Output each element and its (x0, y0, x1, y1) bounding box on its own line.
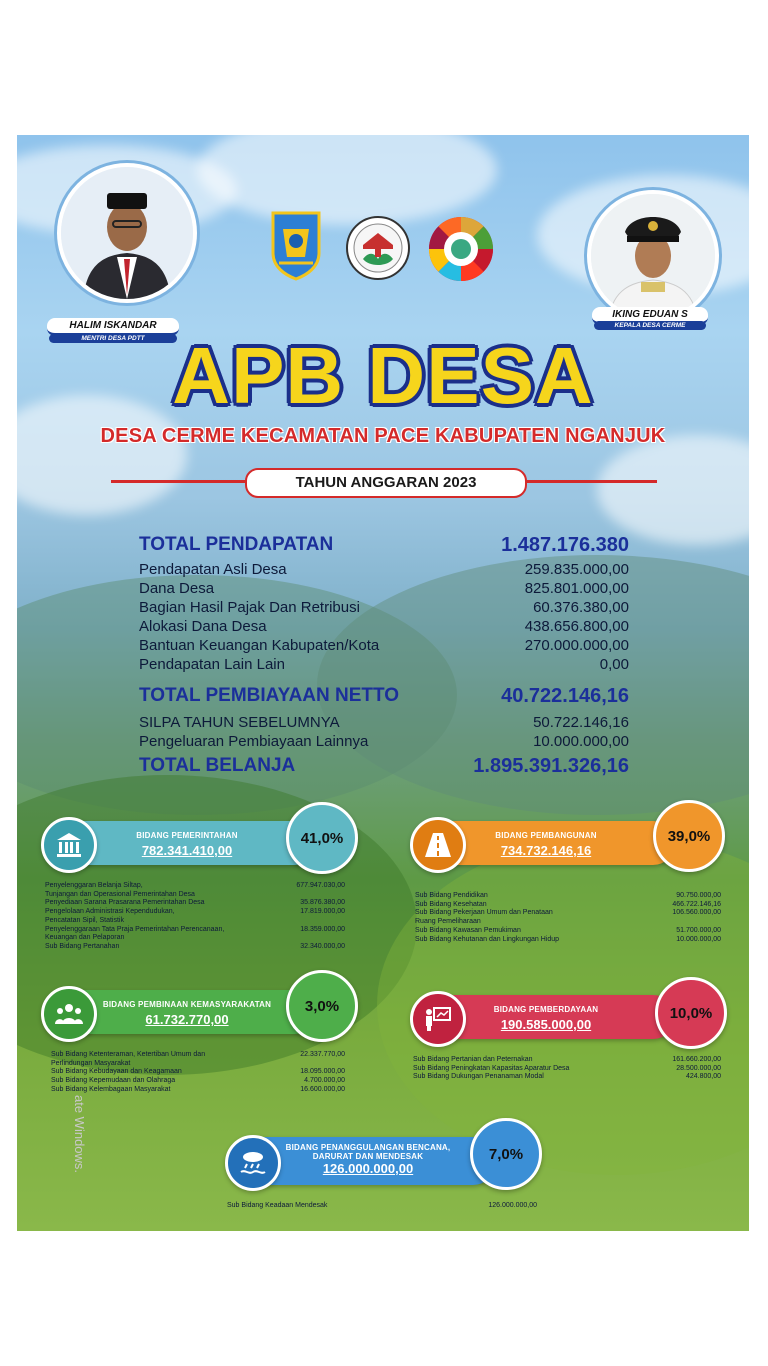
road-icon (410, 817, 466, 873)
pembiayaan-row (139, 732, 629, 751)
pendapatan-row (139, 579, 629, 598)
sub-bidang-label: Sub Bidang Kehutanan dan Lingkungan Hidup (415, 935, 560, 943)
bidang-bencana-subitems (227, 1202, 537, 1214)
nganjuk-emblem-logo (269, 209, 323, 281)
sub-bidang-row (45, 934, 345, 943)
total-belanja-label: TOTAL BELANJA (139, 755, 296, 776)
bidang-pembangunan-value: 734.732.146,16 (500, 843, 592, 858)
official-right-portrait (587, 190, 719, 322)
sub-bidang-label: Sub Bidang Ketenteraman, Ketertiban Umum dan (51, 1051, 206, 1058)
sub-bidang-value: 677.947.030,00 (296, 882, 345, 889)
pendapatan-row (139, 598, 629, 617)
bidang-pembangunan-percent: 39,0% (653, 800, 725, 872)
sub-bidang-value: 466.722.146,16 (672, 900, 721, 908)
tahun-anggaran-badge: TAHUN ANGGARAN 2023 (245, 468, 527, 498)
pembiayaan-value: 50.722.146,16 (533, 714, 629, 731)
bidang-pemerintahan-title: BIDANG PEMERINTAHAN (136, 831, 238, 840)
sub-bidang-row (45, 926, 345, 935)
sub-bidang-label: Sub Bidang Pertanahan (45, 942, 120, 950)
bidang-bencana-percent: 7,0% (470, 1118, 542, 1190)
official-left-portrait (57, 163, 197, 303)
sub-bidang-label: Penyelenggaran Belanja Siltap, (45, 882, 143, 889)
bidang-pemberdayaan-subitems (413, 1056, 721, 1086)
sub-bidang-value: 4.700.000,00 (304, 1077, 345, 1085)
sub-bidang-value: 18.359.000,00 (300, 925, 345, 933)
sub-bidang-row (415, 927, 721, 936)
official-right-role: KEPALA DESA CERME (594, 321, 706, 330)
sub-bidang-label: Sub Bidang Dukungan Penanaman Modal (413, 1073, 544, 1081)
official-right-name: IKING EDUAN S (592, 307, 708, 325)
sub-bidang-value: 17.819.000,00 (300, 908, 345, 916)
page-title: APB DESA (172, 331, 594, 420)
sub-bidang-value: 22.337.770,00 (300, 1051, 345, 1058)
cloud (597, 435, 749, 545)
sub-bidang-label: Sub Bidang Pertanian dan Peternakan (413, 1056, 533, 1063)
sub-bidang-label: Penyelenggaraan Tata Praja Pemerintahan Perencanaan, (45, 925, 225, 933)
cloud (197, 135, 497, 225)
sub-bidang-row (415, 901, 721, 910)
sub-bidang-row (45, 882, 345, 891)
sub-bidang-value: 90.750.000,00 (676, 892, 721, 899)
pendapatan-label: Pendapatan Asli Desa (139, 561, 287, 578)
sub-bidang-label: Sub Bidang Kelembagaan Masyarakat (51, 1085, 171, 1093)
sub-bidang-row (415, 936, 721, 945)
sub-bidang-value: 161.660.200,00 (672, 1056, 721, 1063)
sub-bidang-value: 51.700.000,00 (676, 926, 721, 934)
pendapatan-value: 60.376.380,00 (533, 599, 629, 616)
pendapatan-value: 270.000.000,00 (524, 637, 629, 654)
total-pembiayaan-row (139, 684, 629, 708)
sub-bidang-label: Keuangan dan Pelaporan (45, 934, 125, 942)
sub-bidang-row (415, 918, 721, 927)
bidang-pembangunan-subitems (415, 892, 721, 952)
pendapatan-label: Dana Desa (139, 580, 215, 597)
bidang-pemberdayaan-title: BIDANG PEMBERDAYAAN (493, 1005, 599, 1014)
sub-bidang-row (45, 891, 345, 900)
sub-bidang-row (45, 917, 345, 926)
sub-bidang-value: 126.000.000,00 (488, 1202, 537, 1209)
sub-bidang-row (413, 1065, 721, 1074)
sub-bidang-row (51, 1086, 345, 1095)
sub-bidang-label: Sub Bidang Keadaan Mendesak (227, 1202, 328, 1209)
sub-bidang-row (51, 1068, 345, 1077)
community-people-icon (41, 986, 97, 1042)
sub-bidang-label: Perlindungan Masyarakat (51, 1059, 131, 1067)
poster (17, 135, 749, 1231)
sub-bidang-label: Sub Bidang Pendidikan (415, 892, 488, 899)
bidang-pembinaan-title: BIDANG PEMBINAAN KEMASYARAKATAN (102, 1000, 272, 1009)
sub-bidang-row (413, 1073, 721, 1082)
presentation-board-icon (410, 991, 466, 1047)
sub-bidang-row (51, 1051, 345, 1060)
sub-bidang-row (45, 899, 345, 908)
sub-bidang-value: 10.000.000,00 (676, 935, 721, 943)
pendapatan-label: Bagian Hasil Pajak Dan Retribusi (139, 599, 360, 616)
pendapatan-value: 825.801.000,00 (524, 580, 629, 597)
sub-bidang-label: Pencatatan Sipil, Statistik (45, 916, 124, 924)
sub-bidang-row (51, 1077, 345, 1086)
official-left-name: HALIM ISKANDAR (47, 318, 179, 336)
total-pembiayaan-value: 40.722.146,16 (501, 685, 629, 707)
sub-bidang-row (415, 892, 721, 901)
official-left-role: MENTRI DESA PDTT (49, 334, 177, 343)
bidang-pemerintahan-value: 782.341.410,00 (141, 843, 233, 858)
pendapatan-label: Alokasi Dana Desa (139, 618, 267, 635)
page-subtitle: DESA CERME KECAMATAN PACE KABUPATEN NGANJUK (100, 425, 666, 447)
disaster-flood-icon (225, 1135, 281, 1191)
sub-bidang-row (413, 1056, 721, 1065)
sub-bidang-label: Sub Bidang Kesehatan (415, 900, 487, 908)
bidang-pemerintahan-percent: 41,0% (286, 802, 358, 874)
total-pendapatan-label: TOTAL PENDAPATAN (139, 534, 334, 555)
sub-bidang-value: 32.340.000,00 (300, 942, 345, 950)
government-building-icon (41, 817, 97, 873)
bidang-bencana-value: 126.000.000,00 (322, 1161, 414, 1176)
bidang-pemerintahan-subitems (45, 882, 345, 962)
pendapatan-row (139, 560, 629, 579)
pendapatan-row (139, 655, 629, 674)
bidang-pembangunan-title: BIDANG PEMBANGUNAN (495, 831, 597, 840)
pendapatan-value: 438.656.800,00 (524, 618, 629, 635)
sub-bidang-value: 28.500.000,00 (676, 1064, 721, 1072)
sub-bidang-value: 106.560.000,00 (672, 909, 721, 917)
kemendesa-logo (345, 215, 411, 281)
sub-bidang-label: Penyediaan Sarana Prasarana Pemerintahan Desa (45, 899, 205, 907)
pendapatan-value: 259.835.000,00 (524, 561, 629, 578)
sub-bidang-label: Pengelolaan Administrasi Kependudukan, (45, 908, 175, 916)
pendapatan-label: Bantuan Keuangan Kabupaten/Kota (139, 637, 380, 654)
pendapatan-row (139, 617, 629, 636)
divider-line (111, 480, 251, 483)
bidang-bencana-title-1: BIDANG PENANGGULANGAN BENCANA, (285, 1143, 451, 1152)
sub-bidang-row (45, 908, 345, 917)
sub-bidang-label: Sub Bidang Pekerjaan Umum dan Penataan (415, 909, 553, 917)
sub-bidang-label: Sub Bidang Kebudayaan dan Keagamaan (51, 1068, 182, 1076)
sub-bidang-label: Tunjangan dan Operasional Pemerintahan Desa (45, 890, 195, 898)
sub-bidang-row (51, 1060, 345, 1069)
bidang-pemberdayaan-value: 190.585.000,00 (500, 1017, 592, 1032)
sub-bidang-value: 18.095.000,00 (300, 1068, 345, 1076)
sub-bidang-value: 16.600.000,00 (300, 1085, 345, 1093)
bidang-pemberdayaan-percent: 10,0% (655, 977, 727, 1049)
sub-bidang-label: Ruang Pemeliharaan (415, 918, 481, 926)
total-pendapatan-value: 1.487.176.380 (501, 534, 629, 556)
divider-line (517, 480, 657, 483)
sub-bidang-label: Sub Bidang Kepemudaan dan Olahraga (51, 1077, 176, 1085)
bidang-pembinaan-percent: 3,0% (286, 970, 358, 1042)
pembiayaan-label: SILPA TAHUN SEBELUMNYA (139, 714, 340, 731)
pembiayaan-value: 10.000.000,00 (533, 733, 629, 750)
total-belanja-row (139, 754, 629, 778)
sub-bidang-label: Sub Bidang Kawasan Pemukiman (415, 926, 521, 934)
total-belanja-value: 1.895.391.326,16 (473, 755, 629, 777)
sub-bidang-label: Sub Bidang Peningkatan Kapasitas Aparatur Desa (413, 1064, 570, 1072)
sdgs-desa-logo (427, 215, 495, 283)
total-pendapatan-row (139, 533, 629, 557)
windows-activation-watermark: ate Windows. (72, 1095, 87, 1174)
sub-bidang-value: 35.876.380,00 (300, 899, 345, 907)
total-pembiayaan-label: TOTAL PEMBIAYAAN NETTO (139, 685, 400, 706)
pendapatan-row (139, 636, 629, 655)
sub-bidang-row (45, 943, 345, 952)
sub-bidang-row (227, 1202, 537, 1211)
pembiayaan-label: Pengeluaran Pembiayaan Lainnya (139, 733, 369, 750)
pembiayaan-row (139, 713, 629, 732)
bidang-pembinaan-subitems (51, 1051, 345, 1101)
sub-bidang-row (415, 909, 721, 918)
bidang-pembinaan-value: 61.732.770,00 (145, 1012, 229, 1027)
bidang-bencana-title-2: DARURAT DAN MENDESAK (312, 1152, 424, 1161)
pendapatan-label: Pendapatan Lain Lain (139, 656, 285, 673)
sub-bidang-value: 424.800,00 (685, 1073, 721, 1081)
pendapatan-value: 0,00 (599, 656, 629, 673)
